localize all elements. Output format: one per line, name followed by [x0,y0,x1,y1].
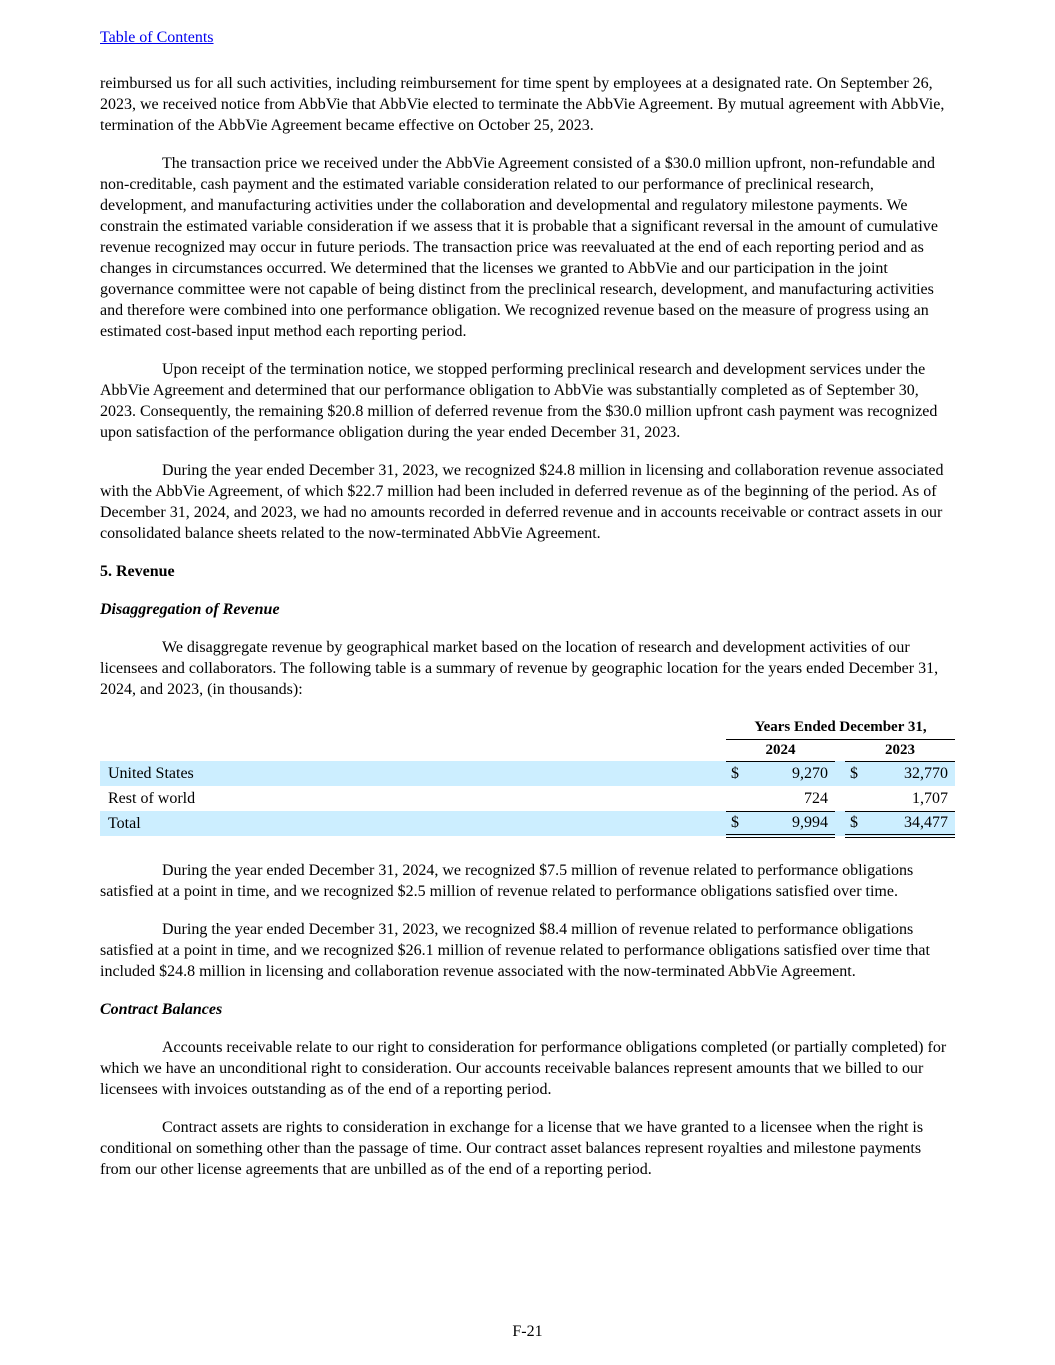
table-of-contents-link[interactable]: Table of Contents [100,29,214,46]
paragraph-transaction-price: The transaction price we received under the AbbVie Agreement consisted of a $30.0 million upfront, non-refundable and non-creditable, cash payment and the estimated variable consideration related to our performance of preclinical research, development, and manufacturing activities under the collaboration and developmental and regulatory milestone payments. We constrain the estimated variable consideration if we assess that it is probable that a significant reversal in the amount of cumulative revenue recognized may occur in future periods. The transaction price was reevaluated at the end of each reporting period and as changes in circumstances occurred. We determined that the licenses we granted to AbbVie and our participation in the joint governance committee were not capable of being distinct from the preclinical research, development, and manufacturing activities and therefore were combined into one performance obligation. We recognized revenue based on the measure of progress using an estimated cost-based input method each reporting period. [100,155,938,340]
dollar-sign-cell: $ [726,761,750,786]
year-header-2024: 2024 [726,739,835,761]
gap-cell [835,761,845,786]
row-label: Rest of world [108,790,196,807]
value-2024: 9,994 [750,811,835,836]
revenue-by-geography-table [100,717,955,838]
row-label: United States [100,761,726,786]
table-group-header-row [100,717,955,739]
table-year-header-row [100,739,955,761]
section-heading-revenue: 5. Revenue [100,563,175,580]
dollar-sign-cell: $ [845,761,869,786]
paragraph-2023-recognized: During the year ended December 31, 2023, we recognized $8.4 million of revenue related to performance obligations satisfied at a point in time, and we recognized $26.1 million of revenue related to performance obligations satisfied over time that included $24.8 million in licensing and collaboration revenue associated with the now-terminated AbbVie Agreement. [100,921,930,980]
paragraph-licensing-2023: During the year ended December 31, 2023, we recognized $24.8 million in licensing and collaboration revenue associated with the AbbVie Agreement, of which $22.7 million had been included in deferred revenue as of the beginning of the period. As of December 31, 2024, and 2023, we had no amounts recorded in deferred revenue and in accounts receivable or contract assets in our consolidated balance sheets related to the now-terminated AbbVie Agreement. [100,462,944,542]
value-2024: 9,270 [750,761,835,786]
value-2023: 32,770 [869,761,955,786]
dollar-sign-cell: $ [845,811,869,836]
value-2023: 1,707 [869,786,955,811]
dollar-sign-cell: $ [726,811,750,836]
empty-cell [100,717,726,739]
value-2023: 34,477 [869,811,955,836]
paragraph-disaggregate-revenue: We disaggregate revenue by geographical market based on the location of research and development activities of our licensees and collaborators. The following table is a summary of revenue by geographic location for the years ended December 31, 2024, and 2023, (in thousands): [100,639,939,698]
table-row-total [100,811,955,836]
subheading-contract-balances: Contract Balances [100,1001,223,1018]
gap-cell [835,811,845,836]
empty-cell [845,786,869,811]
empty-cell [726,786,750,811]
row-label: Total [100,811,726,836]
subheading-disaggregation-of-revenue: Disaggregation of Revenue [100,601,280,618]
year-header-2023: 2023 [845,739,955,761]
paragraph-2024-recognized: During the year ended December 31, 2024, we recognized $7.5 million of revenue related to performance obligations satisfied at a point in time, and we recognized $2.5 million of revenue related to performance obligations satisfied over time. [100,862,914,900]
table-row-united-states [100,761,955,786]
paragraph-contract-assets: Contract assets are rights to consideration in exchange for a license that we have granted to a licensee when the right is conditional on something other than the passage of time. Our contract asset balances represent royalties and milestone payments from our other license agreements that are unbilled as of the end of a reporting period. [100,1119,924,1178]
paragraph-accounts-receivable: Accounts receivable relate to our right to consideration for performance obligations completed (or partially completed) for which we have an unconditional right to consideration. Our accounts receivable balances represent amounts that we billed to our licensees with invoices outstanding as of the end of a reporting period. [100,1039,947,1098]
paragraph-continuation: reimbursed us for all such activities, including reimbursement for time spent by employees at a designated rate. On September 26, 2023, we received notice from AbbVie that AbbVie elected to terminate the AbbVie Agreement. By mutual agreement with AbbVie, termination of the AbbVie Agreement became effective on October 25, 2023. [100,75,945,134]
value-2024: 724 [750,786,835,811]
table-row-rest-of-world [100,786,955,811]
page-number: F-21 [512,1323,543,1340]
gap-cell [835,739,845,761]
empty-cell [100,739,726,761]
paragraph-termination-notice: Upon receipt of the termination notice, we stopped performing preclinical research and development services under the AbbVie Agreement and determined that our performance obligation to AbbVie was substantially completed as of September 30, 2023. Consequently, the remaining $20.8 million of deferred revenue from the $30.0 million upfront cash payment was recognized upon satisfaction of the performance obligation during the year ended December 31, 2023. [100,361,938,441]
gap-cell [835,786,845,811]
years-ended-header: Years Ended December 31, [726,717,955,739]
